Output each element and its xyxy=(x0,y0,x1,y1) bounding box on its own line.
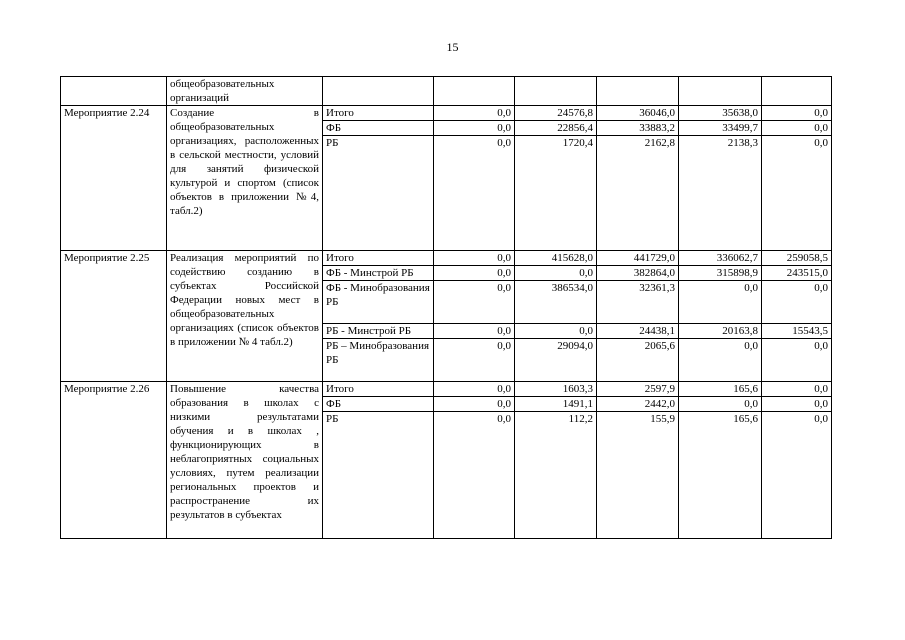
value-cell: 2138,3 xyxy=(679,136,762,251)
value-cell: 0,0 xyxy=(762,382,832,397)
value-cell: 2065,6 xyxy=(597,339,679,382)
value-cell: 2442,0 xyxy=(597,397,679,412)
value-cell: 36046,0 xyxy=(597,106,679,121)
source-cell: ФБ - Минстрой РБ xyxy=(323,266,434,281)
value-cell: 386534,0 xyxy=(515,281,597,324)
table-row xyxy=(61,251,832,266)
event-cell: Мероприятие 2.24 xyxy=(61,106,167,251)
value-cell: 32361,3 xyxy=(597,281,679,324)
value-cell: 0,0 xyxy=(762,397,832,412)
value-cell: 20163,8 xyxy=(679,324,762,339)
value-cell: 0,0 xyxy=(434,412,515,539)
value-cell: 0,0 xyxy=(434,106,515,121)
value-cell: 315898,9 xyxy=(679,266,762,281)
source-cell: Итого xyxy=(323,251,434,266)
continuation-name-cell: общеобразовательных организаций xyxy=(167,77,323,106)
value-cell: 33499,7 xyxy=(679,121,762,136)
value-cell: 0,0 xyxy=(434,339,515,382)
source-cell: ФБ xyxy=(323,397,434,412)
empty-cell xyxy=(679,77,762,106)
source-cell: Итого xyxy=(323,106,434,121)
value-cell: 2162,8 xyxy=(597,136,679,251)
funding-table xyxy=(60,76,832,539)
source-cell: ФБ - Минобразования РБ xyxy=(323,281,434,324)
value-cell: 2597,9 xyxy=(597,382,679,397)
value-cell: 24576,8 xyxy=(515,106,597,121)
event-name-cell: Реализация мероприятий по содействию созданию в субъектах Российской Федерации новых мест в общеобразовательных организациях (список объектов в приложении № 4 табл.2) xyxy=(167,251,323,382)
value-cell: 0,0 xyxy=(434,266,515,281)
value-cell: 0,0 xyxy=(762,121,832,136)
event-name-cell: Создание в общеобразовательных организациях, расположенных в сельской местности, условий для занятий физической культурой и спортом (список объектов в приложении №4, табл.2) xyxy=(167,106,323,251)
empty-cell xyxy=(597,77,679,106)
source-cell: РБ xyxy=(323,412,434,539)
value-cell: 382864,0 xyxy=(597,266,679,281)
value-cell: 0,0 xyxy=(434,382,515,397)
value-cell: 0,0 xyxy=(434,121,515,136)
empty-cell xyxy=(323,77,434,106)
value-cell: 165,6 xyxy=(679,412,762,539)
continuation-row xyxy=(61,77,832,106)
value-cell: 0,0 xyxy=(434,324,515,339)
value-cell: 0,0 xyxy=(515,266,597,281)
value-cell: 336062,7 xyxy=(679,251,762,266)
table-row xyxy=(61,382,832,397)
source-cell: РБ - Минстрой РБ xyxy=(323,324,434,339)
value-cell: 33883,2 xyxy=(597,121,679,136)
value-cell: 415628,0 xyxy=(515,251,597,266)
value-cell: 0,0 xyxy=(434,281,515,324)
page-number: 15 xyxy=(446,40,459,54)
value-cell: 0,0 xyxy=(762,339,832,382)
value-cell: 243515,0 xyxy=(762,266,832,281)
source-cell: Итого xyxy=(323,382,434,397)
source-cell: ФБ xyxy=(323,121,434,136)
value-cell: 1603,3 xyxy=(515,382,597,397)
event-cell: Мероприятие 2.26 xyxy=(61,382,167,539)
value-cell: 0,0 xyxy=(515,324,597,339)
value-cell: 0,0 xyxy=(762,106,832,121)
source-cell: РБ – Минобразования РБ xyxy=(323,339,434,382)
value-cell: 0,0 xyxy=(762,281,832,324)
value-cell: 1720,4 xyxy=(515,136,597,251)
event-name-cell: Повышение качества образования в школах с низкими результатами обучения и в школах , функционирующих в неблагоприятных социальных условиях, путем реализации региональных проектов и распространение их результатов в субъектах xyxy=(167,382,323,539)
source-cell: РБ xyxy=(323,136,434,251)
table-row xyxy=(61,106,832,121)
event-cell: Мероприятие 2.25 xyxy=(61,251,167,382)
value-cell: 35638,0 xyxy=(679,106,762,121)
empty-cell xyxy=(434,77,515,106)
value-cell: 259058,5 xyxy=(762,251,832,266)
empty-cell xyxy=(515,77,597,106)
value-cell: 0,0 xyxy=(762,136,832,251)
value-cell: 0,0 xyxy=(434,136,515,251)
value-cell: 29094,0 xyxy=(515,339,597,382)
value-cell: 15543,5 xyxy=(762,324,832,339)
value-cell: 165,6 xyxy=(679,382,762,397)
value-cell: 1491,1 xyxy=(515,397,597,412)
value-cell: 155,9 xyxy=(597,412,679,539)
value-cell: 441729,0 xyxy=(597,251,679,266)
value-cell: 112,2 xyxy=(515,412,597,539)
value-cell: 24438,1 xyxy=(597,324,679,339)
value-cell: 0,0 xyxy=(434,251,515,266)
event-cell xyxy=(61,77,167,106)
value-cell: 0,0 xyxy=(679,281,762,324)
value-cell: 0,0 xyxy=(679,339,762,382)
value-cell: 0,0 xyxy=(434,397,515,412)
empty-cell xyxy=(762,77,832,106)
value-cell: 0,0 xyxy=(762,412,832,539)
value-cell: 0,0 xyxy=(679,397,762,412)
value-cell: 22856,4 xyxy=(515,121,597,136)
